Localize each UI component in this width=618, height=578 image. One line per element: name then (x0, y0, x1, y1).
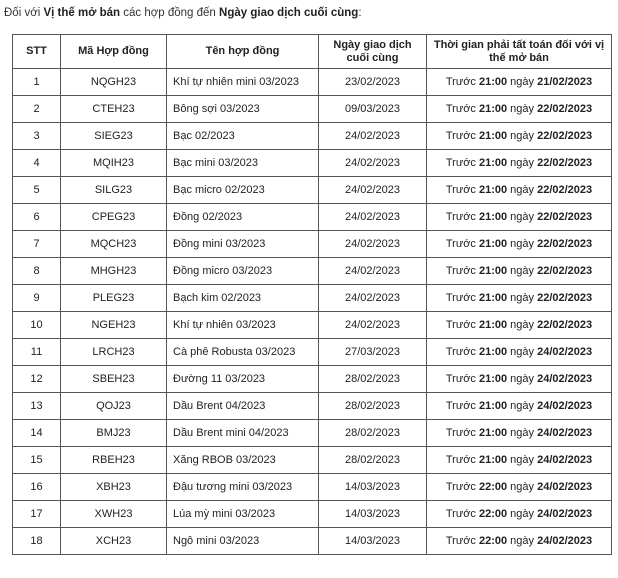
cell-contract-code: PLEG23 (61, 285, 167, 312)
settle-middle: ngày (507, 103, 538, 115)
cell-contract-code: SBEH23 (61, 366, 167, 393)
cell-settlement-time (427, 285, 612, 312)
cell-contract-code: NGEH23 (61, 312, 167, 339)
cell-contract-code: CPEG23 (61, 204, 167, 231)
cell-contract-name: Đậu tương mini 03/2023 (167, 474, 319, 501)
cell-settlement-time (427, 474, 612, 501)
header-stt: STT (13, 35, 61, 69)
settle-date: 24/02/2023 (537, 454, 593, 466)
cell-last-trading-day: 24/02/2023 (319, 285, 427, 312)
settle-middle: ngày (507, 400, 538, 412)
cell-settlement-time (427, 123, 612, 150)
cell-stt: 11 (13, 339, 61, 366)
settle-prefix: Trước (445, 211, 479, 223)
settle-prefix: Trước (445, 103, 479, 115)
table-row (13, 96, 612, 123)
cell-settlement-time (427, 258, 612, 285)
cell-last-trading-day: 28/02/2023 (319, 366, 427, 393)
cell-stt: 16 (13, 474, 61, 501)
header-last-trading-day: Ngày giao dịch cuối cùng (319, 35, 427, 69)
table-body (13, 69, 612, 555)
header-contract-name: Tên hợp đồng (167, 35, 319, 69)
cell-contract-code: BMJ23 (61, 420, 167, 447)
intro-prefix: Đối với (4, 7, 44, 19)
table-row (13, 177, 612, 204)
cell-settlement-time (427, 366, 612, 393)
cell-settlement-time (427, 501, 612, 528)
cell-stt: 6 (13, 204, 61, 231)
settle-middle: ngày (507, 319, 538, 331)
cell-stt: 14 (13, 420, 61, 447)
settle-date: 22/02/2023 (537, 319, 593, 331)
cell-contract-name: Lúa mỳ mini 03/2023 (167, 501, 319, 528)
cell-last-trading-day: 24/02/2023 (319, 150, 427, 177)
settle-prefix: Trước (445, 157, 479, 169)
cell-contract-code: QOJ23 (61, 393, 167, 420)
table-row (13, 258, 612, 285)
settle-date: 22/02/2023 (537, 184, 593, 196)
cell-last-trading-day: 24/02/2023 (319, 258, 427, 285)
settle-time: 21:00 (478, 427, 508, 439)
settle-date: 24/02/2023 (537, 346, 593, 358)
cell-last-trading-day: 24/02/2023 (319, 123, 427, 150)
settle-time: 21:00 (478, 373, 508, 385)
cell-last-trading-day: 28/02/2023 (319, 420, 427, 447)
settle-time: 21:00 (478, 76, 508, 88)
table-row (13, 501, 612, 528)
settle-date: 22/02/2023 (537, 157, 593, 169)
cell-stt: 5 (13, 177, 61, 204)
cell-settlement-time (427, 150, 612, 177)
cell-last-trading-day: 14/03/2023 (319, 474, 427, 501)
intro-bold-last-trading-day: Ngày giao dịch cuối cùng (219, 7, 359, 19)
cell-settlement-time (427, 96, 612, 123)
table-row (13, 150, 612, 177)
settle-date: 22/02/2023 (537, 130, 593, 142)
cell-stt: 17 (13, 501, 61, 528)
cell-stt: 2 (13, 96, 61, 123)
cell-contract-code: RBEH23 (61, 447, 167, 474)
cell-contract-name: Bạc micro 02/2023 (167, 177, 319, 204)
cell-stt: 1 (13, 69, 61, 96)
cell-contract-code: CTEH23 (61, 96, 167, 123)
settle-prefix: Trước (445, 373, 479, 385)
settle-middle: ngày (507, 454, 538, 466)
cell-last-trading-day: 14/03/2023 (319, 501, 427, 528)
settle-date: 22/02/2023 (537, 238, 593, 250)
cell-stt: 4 (13, 150, 61, 177)
settle-middle: ngày (507, 346, 538, 358)
settle-date: 22/02/2023 (537, 211, 593, 223)
settle-middle: ngày (507, 508, 538, 520)
table-row (13, 393, 612, 420)
intro-text (4, 7, 362, 19)
settle-middle: ngày (507, 157, 538, 169)
settle-middle: ngày (507, 238, 538, 250)
cell-contract-code: XBH23 (61, 474, 167, 501)
table-header-row (13, 35, 612, 69)
settle-prefix: Trước (445, 292, 479, 304)
table-row (13, 231, 612, 258)
cell-contract-name: Xăng RBOB 03/2023 (167, 447, 319, 474)
settle-time: 21:00 (478, 346, 508, 358)
table-row (13, 366, 612, 393)
cell-contract-name: Cà phê Robusta 03/2023 (167, 339, 319, 366)
settle-prefix: Trước (445, 319, 479, 331)
settle-prefix: Trước (445, 184, 479, 196)
settle-middle: ngày (507, 76, 538, 88)
settle-time: 21:00 (478, 400, 508, 412)
settle-date: 24/02/2023 (537, 400, 593, 412)
cell-contract-name: Đường 11 03/2023 (167, 366, 319, 393)
settle-prefix: Trước (445, 508, 479, 520)
settle-time: 21:00 (478, 130, 508, 142)
cell-contract-code: XCH23 (61, 528, 167, 555)
cell-last-trading-day: 09/03/2023 (319, 96, 427, 123)
settle-middle: ngày (507, 130, 538, 142)
cell-settlement-time (427, 420, 612, 447)
settle-prefix: Trước (445, 238, 479, 250)
cell-stt: 15 (13, 447, 61, 474)
settle-middle: ngày (507, 535, 538, 547)
cell-contract-code: MQCH23 (61, 231, 167, 258)
cell-stt: 7 (13, 231, 61, 258)
cell-contract-code: MHGH23 (61, 258, 167, 285)
cell-contract-code: SILG23 (61, 177, 167, 204)
cell-contract-name: Đồng 02/2023 (167, 204, 319, 231)
settle-time: 21:00 (478, 103, 508, 115)
settle-date: 24/02/2023 (537, 427, 593, 439)
settle-time: 21:00 (478, 319, 508, 331)
table-row (13, 339, 612, 366)
cell-last-trading-day: 28/02/2023 (319, 447, 427, 474)
intro-bold-open-position: Vị thế mở bán (43, 7, 121, 19)
cell-contract-name: Bạch kim 02/2023 (167, 285, 319, 312)
contracts-table (12, 34, 612, 555)
settle-prefix: Trước (445, 265, 479, 277)
settle-date: 24/02/2023 (537, 535, 593, 547)
cell-contract-name: Dầu Brent 04/2023 (167, 393, 319, 420)
settle-date: 22/02/2023 (537, 265, 593, 277)
settle-middle: ngày (507, 373, 538, 385)
settle-time: 22:00 (478, 508, 508, 520)
cell-contract-name: Bạc 02/2023 (167, 123, 319, 150)
settle-time: 21:00 (478, 211, 508, 223)
settle-date: 24/02/2023 (537, 508, 593, 520)
cell-contract-code: LRCH23 (61, 339, 167, 366)
cell-stt: 3 (13, 123, 61, 150)
cell-stt: 9 (13, 285, 61, 312)
cell-last-trading-day: 24/02/2023 (319, 312, 427, 339)
cell-last-trading-day: 24/02/2023 (319, 231, 427, 258)
settle-prefix: Trước (445, 76, 479, 88)
settle-middle: ngày (507, 292, 538, 304)
settle-prefix: Trước (445, 454, 479, 466)
cell-last-trading-day: 28/02/2023 (319, 393, 427, 420)
intro-middle: các hợp đồng đến (120, 7, 220, 19)
cell-settlement-time (427, 528, 612, 555)
settle-middle: ngày (507, 184, 538, 196)
cell-stt: 18 (13, 528, 61, 555)
table-row (13, 447, 612, 474)
settle-prefix: Trước (445, 481, 479, 493)
cell-contract-name: Đồng micro 03/2023 (167, 258, 319, 285)
cell-contract-code: XWH23 (61, 501, 167, 528)
settle-time: 21:00 (478, 157, 508, 169)
settle-prefix: Trước (445, 346, 479, 358)
cell-last-trading-day: 24/02/2023 (319, 177, 427, 204)
cell-last-trading-day: 23/02/2023 (319, 69, 427, 96)
cell-contract-code: NQGH23 (61, 69, 167, 96)
cell-contract-code: SIEG23 (61, 123, 167, 150)
settle-time: 22:00 (478, 535, 508, 547)
table-row (13, 474, 612, 501)
settle-middle: ngày (507, 427, 538, 439)
cell-stt: 10 (13, 312, 61, 339)
settle-date: 24/02/2023 (537, 373, 593, 385)
settle-middle: ngày (507, 265, 538, 277)
cell-contract-name: Bạc mini 03/2023 (167, 150, 319, 177)
table-row (13, 420, 612, 447)
cell-settlement-time (427, 393, 612, 420)
settle-date: 22/02/2023 (537, 292, 593, 304)
cell-settlement-time (427, 312, 612, 339)
settle-prefix: Trước (445, 400, 479, 412)
cell-contract-name: Đồng mini 03/2023 (167, 231, 319, 258)
settle-time: 21:00 (478, 454, 508, 466)
cell-contract-code: MQIH23 (61, 150, 167, 177)
cell-last-trading-day: 14/03/2023 (319, 528, 427, 555)
cell-settlement-time (427, 204, 612, 231)
cell-settlement-time (427, 447, 612, 474)
cell-last-trading-day: 24/02/2023 (319, 204, 427, 231)
cell-contract-name: Khí tự nhiên 03/2023 (167, 312, 319, 339)
table-row (13, 123, 612, 150)
cell-last-trading-day: 27/03/2023 (319, 339, 427, 366)
cell-settlement-time (427, 339, 612, 366)
settle-prefix: Trước (445, 130, 479, 142)
settle-middle: ngày (507, 481, 538, 493)
intro-suffix: : (358, 7, 362, 19)
settle-date: 21/02/2023 (537, 76, 593, 88)
cell-stt: 8 (13, 258, 61, 285)
cell-stt: 12 (13, 366, 61, 393)
cell-contract-name: Dầu Brent mini 04/2023 (167, 420, 319, 447)
table-row (13, 69, 612, 96)
settle-date: 24/02/2023 (537, 481, 593, 493)
settle-time: 21:00 (478, 184, 508, 196)
settle-prefix: Trước (445, 427, 479, 439)
cell-contract-name: Ngô mini 03/2023 (167, 528, 319, 555)
table-row (13, 312, 612, 339)
cell-stt: 13 (13, 393, 61, 420)
header-settlement-time: Thời gian phải tất toán đối với vị thế mở bán (427, 35, 612, 69)
settle-middle: ngày (507, 211, 538, 223)
cell-settlement-time (427, 231, 612, 258)
table-row (13, 285, 612, 312)
settle-prefix: Trước (445, 535, 479, 547)
table-row (13, 528, 612, 555)
settle-time: 21:00 (478, 238, 508, 250)
settle-date: 22/02/2023 (537, 103, 593, 115)
cell-settlement-time (427, 69, 612, 96)
header-contract-code: Mã Hợp đồng (61, 35, 167, 69)
settle-time: 21:00 (478, 292, 508, 304)
cell-settlement-time (427, 177, 612, 204)
settle-time: 21:00 (478, 265, 508, 277)
table-row (13, 204, 612, 231)
cell-contract-name: Bông sợi 03/2023 (167, 96, 319, 123)
settle-time: 22:00 (478, 481, 508, 493)
cell-contract-name: Khí tự nhiên mini 03/2023 (167, 69, 319, 96)
